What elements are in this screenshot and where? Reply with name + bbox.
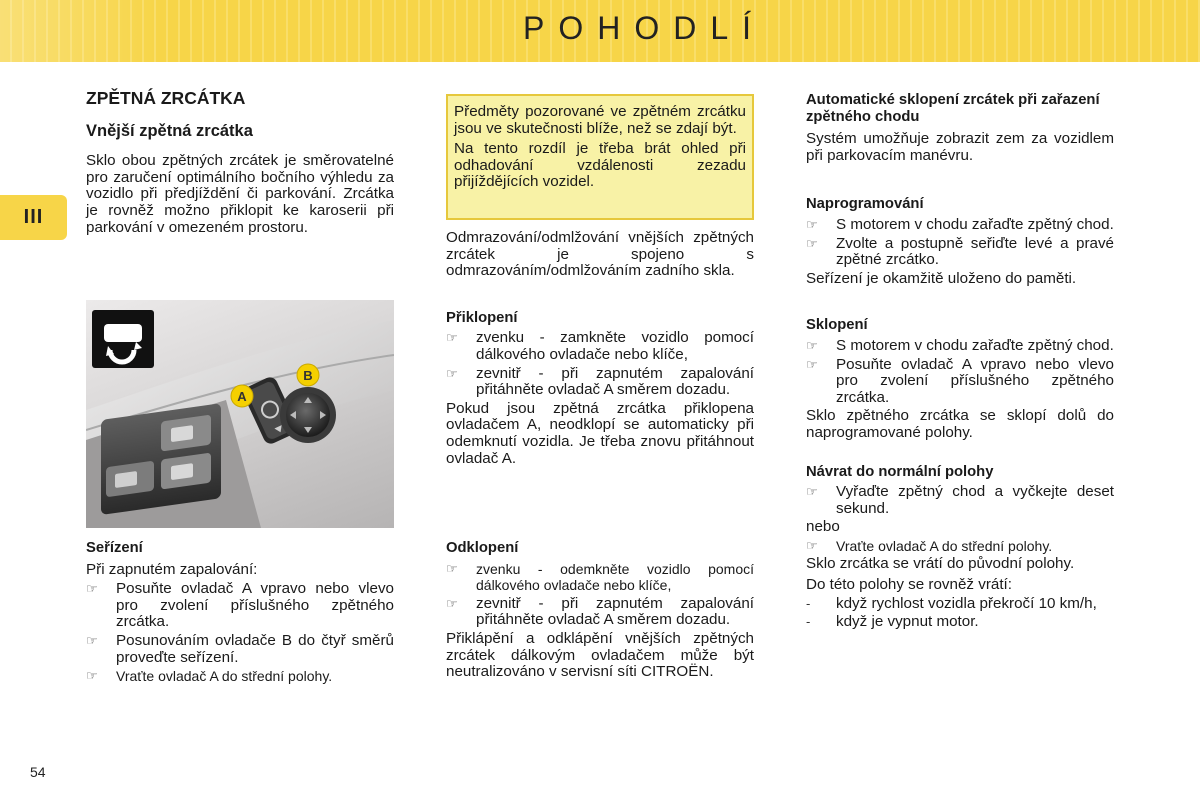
hand-pointer-icon: ☞	[806, 337, 818, 353]
fold-mirror-icon	[92, 310, 154, 368]
list-item: ☞ zvenku - odemkněte vozidlo pomocí dálkového ovladače nebo klíče,	[446, 560, 754, 594]
list-item: ☞ Zvolte a postupně seřiďte levé a pravé zpětné zrcátko.	[806, 234, 1114, 269]
label-a: A	[237, 389, 247, 404]
page-number: 54	[30, 764, 46, 780]
priklopeni-heading: Přiklopení	[446, 309, 518, 326]
page-header	[0, 0, 1200, 62]
mirror-adjust-knob-b	[280, 387, 336, 443]
odklopeni-after: Přiklápění a odklápění vnějších zpětných zrcátek dálkovým ovladačem může být neutralizováno v servisní síti CITROËN.	[446, 629, 754, 681]
hand-pointer-icon: ☞	[806, 216, 818, 232]
label-b-badge	[297, 364, 319, 386]
navrat-p1: Sklo zrcátka se vrátí do původní polohy.	[806, 555, 1075, 573]
note-paragraph-2: Na tento rozdíl je třeba brát ohled při odhadování vzdálenosti zezadu přijíždějících vozidel.	[454, 140, 746, 191]
hand-pointer-icon: ☞	[806, 537, 818, 553]
warning-note	[446, 94, 754, 220]
list-item: ☞ Vraťte ovladač A do střední polohy.	[86, 668, 333, 685]
sklopeni-after: Sklo zpětného zrcátka se sklopí dolů do naprogramované polohy.	[806, 407, 1114, 441]
hand-pointer-icon: ☞	[446, 595, 458, 611]
list-item: ☞ Posuňte ovladač A vpravo nebo vlevo pro zvolení příslušného zpětného zrcátka.	[86, 580, 394, 631]
hand-pointer-icon: ☞	[446, 365, 458, 381]
note-paragraph-1: Předměty pozorované ve zpětném zrcátku jsou ve skutečnosti blíže, než se zdají být.	[454, 103, 746, 137]
navrat-dash-list	[806, 596, 1114, 631]
column-1	[86, 90, 394, 236]
hand-pointer-icon: ☞	[86, 668, 98, 684]
auto-text: Systém umožňuje zobrazit zem za vozidlem při parkovacím manévru.	[806, 130, 1114, 164]
hand-pointer-icon: ☞	[446, 330, 458, 346]
list-item: - když rychlost vozidla překročí 10 km/h,	[806, 594, 1097, 612]
navrat-or: nebo	[806, 518, 840, 536]
odklopeni-block	[446, 540, 754, 681]
sklopeni-list	[806, 338, 1114, 406]
list-item: ☞ zevnitř - při zapnutém zapalování přitáhněte ovladač A směrem dozadu.	[446, 364, 754, 399]
priklopeni-after: Pokud jsou zpětná zrcátka přiklopena ovladačem A, neodklopí se automaticky při odemknutí vozidla. Je třeba znovu přitáhnout ovladač A.	[446, 399, 754, 467]
chapter-tab	[0, 195, 67, 240]
serizeni-block	[86, 540, 394, 687]
hand-pointer-icon: ☞	[806, 356, 818, 372]
page-title: POHODLÍ	[522, 10, 766, 46]
hand-pointer-icon: ☞	[86, 581, 98, 597]
priklopeni-list	[446, 330, 754, 398]
hand-pointer-icon: ☞	[806, 235, 818, 251]
auto-heading: Automatické sklopení zrcátek při zařazení zpětného chodu	[806, 92, 1100, 125]
chapter-tab-label: III	[23, 206, 44, 228]
serizeni-heading: Seřízení	[86, 540, 143, 556]
navrat-heading: Návrat do normální polohy	[806, 463, 994, 480]
intro-paragraph: Sklo obou zpětných zrcátek je směrovatelné pro zaručení optimálního bočního výhledu za vozidlo při předjíždění či parkování. Zrcátka je rovněž možno přiklopit ke karoserii při parkování v omezeném prostoru.	[86, 152, 394, 236]
list-item: - když je vypnut motor.	[806, 613, 979, 631]
column-2	[446, 230, 754, 467]
defrost-paragraph: Odmrazování/odmlžování vnějších zpětných zrcátek je spojeno s odmrazováním/odmlžováním zadního skla.	[446, 229, 754, 280]
list-item: ☞ Posunováním ovladače B do čtyř směrů proveďte seřízení.	[86, 631, 394, 666]
column-3	[806, 92, 1114, 633]
label-a-badge	[231, 385, 253, 407]
sklopeni-heading: Sklopení	[806, 317, 868, 334]
list-item: ☞ Vyřaďte zpětný chod a vyčkejte deset sekund.	[806, 483, 1114, 517]
navrat-list-2	[806, 538, 1114, 555]
list-item: ☞ zevnitř - při zapnutém zapalování přitáhněte ovladač A směrem dozadu.	[446, 594, 754, 629]
serizeni-lead: Při zapnutém zapalování:	[86, 560, 258, 578]
list-item: ☞ S motorem v chodu zařaďte zpětný chod.	[806, 336, 1114, 354]
serizeni-list	[86, 581, 394, 685]
door-controls-photo	[86, 300, 394, 528]
odklopeni-list	[446, 561, 754, 629]
subsection-title: Vnější zpětná zrcátka	[86, 121, 253, 140]
dash-bullet: -	[806, 595, 811, 611]
hand-pointer-icon: ☞	[446, 560, 458, 576]
dash-bullet: -	[806, 614, 811, 630]
odklopeni-heading: Odklopení	[446, 540, 519, 556]
label-b: B	[303, 368, 313, 383]
naprogramovani-after: Seřízení je okamžitě uloženo do paměti.	[806, 269, 1077, 287]
hand-pointer-icon: ☞	[806, 484, 818, 500]
list-item: ☞ S motorem v chodu zařaďte zpětný chod.	[806, 215, 1114, 233]
door-panel-illustration	[86, 300, 394, 528]
section-title: ZPĚTNÁ ZRCÁTKA	[86, 88, 246, 108]
naprogramovani-heading: Naprogramování	[806, 196, 924, 213]
navrat-p2: Do této polohy se rovněž vrátí:	[806, 576, 1012, 594]
list-item: ☞ Posuňte ovladač A vpravo nebo vlevo pro zvolení příslušného zpětného zrcátka.	[806, 355, 1114, 406]
hand-pointer-icon: ☞	[86, 632, 98, 648]
navrat-list-1	[806, 484, 1114, 517]
list-item: ☞ Vraťte ovladač A do střední polohy.	[806, 537, 1053, 554]
naprogramovani-list	[806, 217, 1114, 269]
list-item: ☞ zvenku - zamkněte vozidlo pomocí dálkového ovladače nebo klíče,	[446, 329, 754, 363]
